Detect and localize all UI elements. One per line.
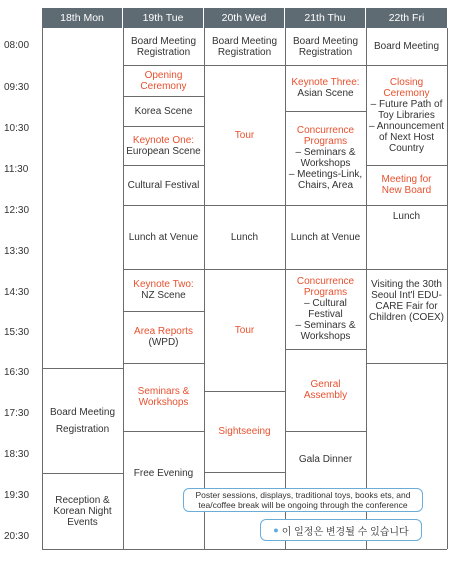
fri-visiting-cell <box>366 269 447 333</box>
time-label: 08:00 <box>4 40 30 51</box>
cell-text: – Announcement <box>368 120 445 132</box>
cell-text: – Seminars & <box>295 320 356 331</box>
row-divider <box>366 549 447 550</box>
cell-text: Concurrence <box>296 276 355 287</box>
cell-text: Lunch <box>392 210 421 222</box>
cell-text: CARE Fair for <box>375 301 438 312</box>
tue-cultural-festival-cell <box>123 165 204 205</box>
cell-text: – Cultural Festival <box>304 298 347 320</box>
fri-closing-ceremony-cell <box>366 65 447 165</box>
cell-text: Seminars & <box>137 386 190 397</box>
tue-seminars-cell <box>123 363 204 431</box>
cell-text: Korean Night <box>53 505 112 517</box>
thu-gala-dinner-cell <box>285 431 366 487</box>
cell-text: Concurrence <box>296 125 355 136</box>
day-header-tue: 19th Tue <box>123 8 203 28</box>
wed-tour-pm-cell <box>204 269 285 391</box>
cell-text: Keynote Three: <box>291 77 360 88</box>
row-divider <box>204 549 285 550</box>
wed-sightseeing-cell <box>204 391 285 472</box>
row-divider <box>204 472 285 473</box>
cell-text: Opening <box>144 69 183 81</box>
cell-text: – Future Path of <box>370 98 443 110</box>
row-divider <box>42 549 123 550</box>
cell-text: Closing Ceremony <box>383 76 430 99</box>
cell-text: Assembly <box>303 390 348 401</box>
row-divider <box>123 549 204 550</box>
tue-board-meeting-cell <box>123 28 204 65</box>
cell-text: Board Meeting <box>292 35 359 47</box>
mon-reception-cell <box>42 473 123 549</box>
cell-text: Registration <box>136 46 191 58</box>
cell-text: Cultural Festival <box>127 179 200 191</box>
wed-lunch-cell <box>204 205 285 269</box>
tue-area-reports-cell <box>123 311 204 363</box>
cell-text: of Next Host <box>378 131 435 143</box>
thu-board-meeting-cell <box>285 28 366 65</box>
cell-text: – Meetings-Link, <box>288 169 363 180</box>
cell-text: Board Meeting <box>211 35 278 47</box>
cell-text: Lunch <box>230 231 259 243</box>
notice-text: 이 일정은 변경될 수 있습니다 <box>281 526 409 538</box>
day-header-mon: 18th Mon <box>42 8 122 28</box>
cell-text: Tour <box>234 129 255 141</box>
row-divider <box>366 363 447 364</box>
fri-lunch-cell <box>366 205 447 227</box>
cell-text: Asian Scene <box>297 88 354 99</box>
time-label: 19:30 <box>4 490 30 501</box>
cell-text: Free Evening <box>133 468 194 479</box>
cell-text: Workshops <box>300 331 351 342</box>
cell-text: Events <box>67 516 98 528</box>
time-label: 14:30 <box>4 287 30 298</box>
day-header-wed: 20th Wed <box>204 8 284 28</box>
cell-text: Lunch at Venue <box>290 231 361 243</box>
thu-keynote-three-cell <box>285 65 366 111</box>
schedule-grid <box>42 8 447 549</box>
cell-text: Workshops <box>138 397 189 408</box>
cell-text: Country <box>388 142 424 154</box>
fri-board-meeting-cell <box>366 28 447 65</box>
tue-keynote-one-cell <box>123 126 204 165</box>
thu-concurrence-pm-cell <box>285 269 366 349</box>
tue-korea-scene-cell <box>123 96 204 126</box>
bullet-icon: ● <box>273 525 279 535</box>
cell-text: European Scene <box>126 145 201 157</box>
cell-text: Korea Scene <box>134 105 193 117</box>
cell-text: Board Meeting <box>49 406 116 418</box>
time-label: 13:30 <box>4 246 30 257</box>
thu-general-assembly-cell <box>285 349 366 431</box>
time-label: 09:30 <box>4 82 30 93</box>
cell-text: Meeting for <box>381 174 432 185</box>
cell-text: Programs <box>303 136 348 147</box>
cell-text: Registration <box>298 46 353 58</box>
time-label: 16:30 <box>4 367 30 378</box>
cell-text: Sightseeing <box>218 426 271 437</box>
cell-text: Ceremony <box>140 80 187 92</box>
ongoing-events-banner: Poster sessions, displays, traditional toys, books ets, and tea/coffee break will be ongoing through the conference <box>183 488 423 512</box>
cell-text: Gala Dinner <box>298 453 353 465</box>
cell-text: Seoul Int'l EDU- <box>371 290 442 301</box>
mon-board-meeting-cell <box>42 368 123 473</box>
day-header-fri: 22th Fri <box>366 8 447 28</box>
time-label: 10:30 <box>4 123 30 134</box>
cell-text: Chairs, Area <box>297 180 354 191</box>
cell-text: Keynote Two: <box>133 279 194 290</box>
time-label: 15:30 <box>4 327 30 338</box>
time-label: 17:30 <box>4 408 30 419</box>
cell-text: NZ Scene <box>141 290 186 301</box>
time-label: 11:30 <box>4 164 29 175</box>
row-divider <box>285 549 366 550</box>
day-header-thu: 21th Thu <box>285 8 365 28</box>
time-label: 20:30 <box>4 531 30 542</box>
cell-text: Keynote One: <box>132 134 195 146</box>
thu-concurrence-am-cell <box>285 111 366 205</box>
cell-text: Children (COEX) <box>368 312 445 323</box>
cell-text: – Seminars & <box>295 147 356 158</box>
cell-text: Lunch at Venue <box>128 231 199 243</box>
schedule-notice <box>260 519 422 541</box>
cell-text: Reception & <box>55 494 110 506</box>
cell-text: Programs <box>303 287 348 298</box>
fri-new-board-cell <box>366 165 447 205</box>
cell-text: Tour <box>234 324 255 336</box>
cell-text: Workshops <box>300 158 351 169</box>
tue-opening-ceremony-cell <box>123 65 204 96</box>
time-label: 12:30 <box>4 205 30 216</box>
tue-lunch-cell <box>123 205 204 269</box>
time-label: 18:30 <box>4 449 30 460</box>
wed-board-meeting-cell <box>204 28 285 65</box>
cell-text: Board Meeting <box>130 35 197 47</box>
wed-tour-am-cell <box>204 65 285 205</box>
cell-text: Visiting the 30th <box>371 279 442 290</box>
tue-keynote-two-cell <box>123 269 204 311</box>
cell-text: Board Meeting <box>373 41 440 52</box>
cell-text: Area Reports <box>134 326 193 337</box>
cell-text: Registration <box>217 46 272 58</box>
cell-text: Registration <box>55 423 110 435</box>
cell-text: Genral <box>310 379 341 390</box>
cell-text: (WPD) <box>148 337 179 348</box>
cell-text: New Board <box>381 185 432 196</box>
cell-text: Toy Libraries <box>378 109 435 121</box>
thu-lunch-cell <box>285 205 366 269</box>
